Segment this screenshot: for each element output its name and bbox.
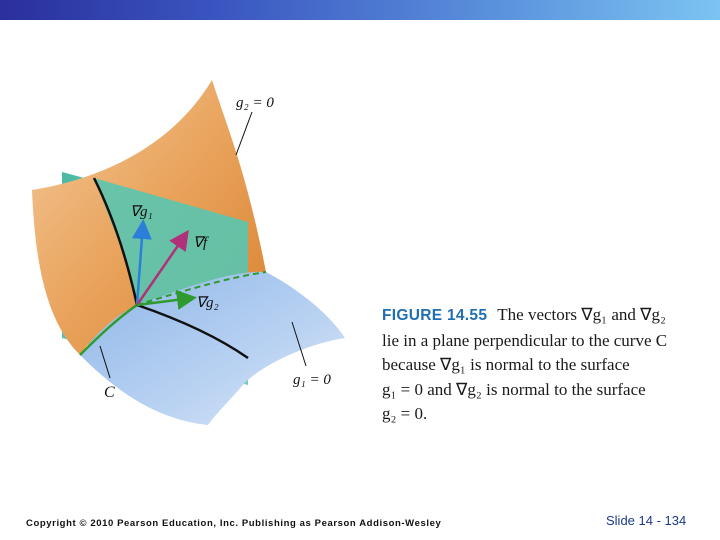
- label-g2-zero: g₂ = 0: [236, 95, 274, 111]
- label-g1-zero: g₁ = 0: [293, 372, 331, 388]
- caption-line-1: [382, 303, 712, 329]
- copyright-notice: Copyright © 2010 Pearson Education, Inc. Publishing as Pearson Addison-Wesley: [26, 518, 442, 529]
- caption-line-4: g₁ = 0 and ∇g₂ is normal to the surface: [382, 379, 646, 399]
- caption-line-2: lie in a plane perpendicular to the curve C: [382, 330, 668, 350]
- caption-line-5: g₂ = 0.: [382, 404, 428, 423]
- caption-line-3: because ∇g₁ is normal to the surface: [382, 355, 630, 374]
- slide-number: Slide 14 - 134: [606, 513, 687, 528]
- figure-caption: [382, 303, 712, 427]
- figure-label: FIGURE 14.55: [382, 307, 488, 324]
- label-grad-f: ∇f: [193, 235, 208, 251]
- label-grad-g1: ∇g₁: [130, 204, 153, 220]
- label-grad-g2: ∇g₂: [196, 295, 219, 311]
- caption-text-1: The vectors ∇g₁ and ∇g₂: [497, 305, 666, 324]
- leader-g2: [236, 112, 252, 155]
- label-curve-c: C: [104, 384, 115, 401]
